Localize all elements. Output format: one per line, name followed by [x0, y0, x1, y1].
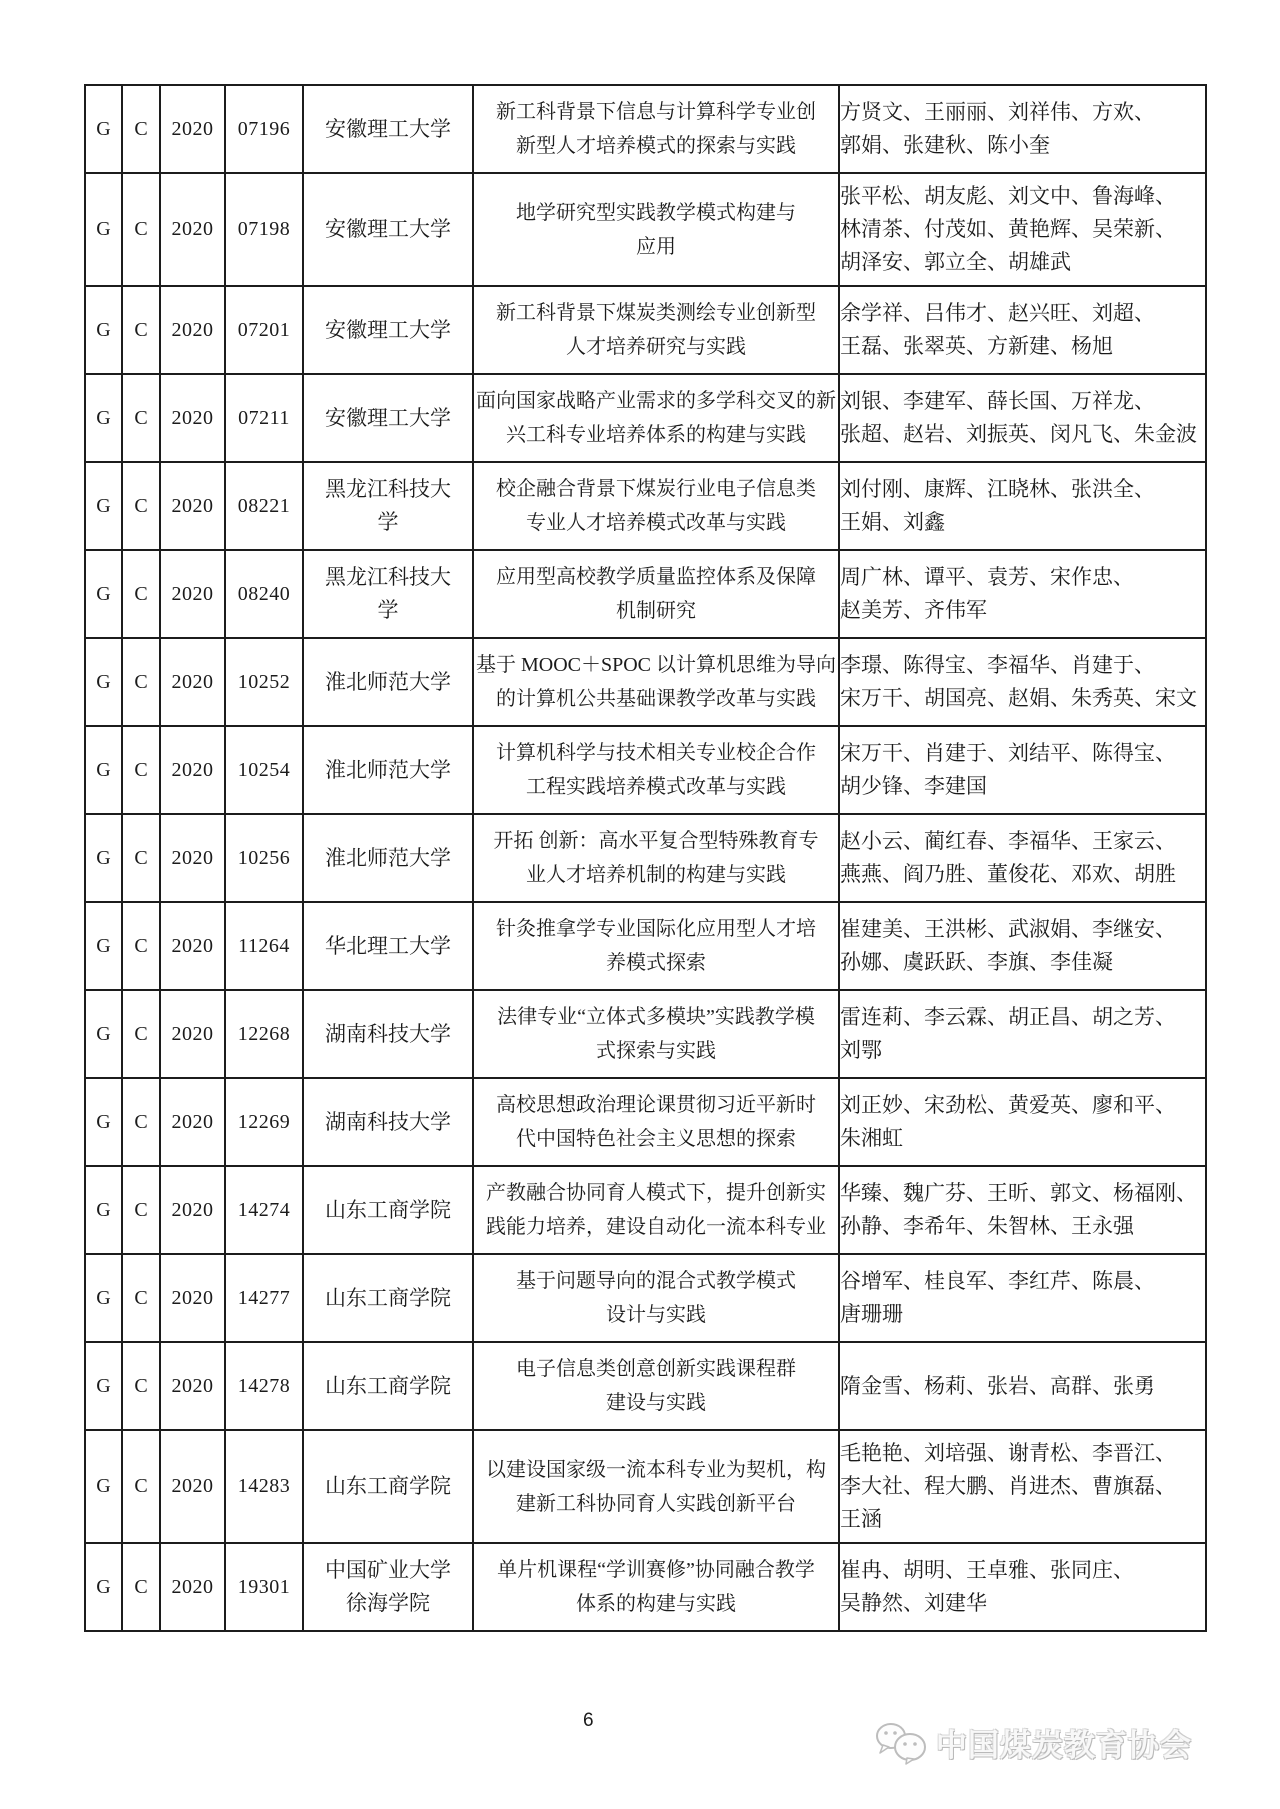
cell-project-code: 11264 — [225, 902, 303, 990]
table-row — [85, 726, 1206, 814]
table-row — [85, 550, 1206, 638]
cell-type: C — [122, 173, 160, 286]
cell-year: 2020 — [160, 1543, 225, 1631]
cell-project-title: 电子信息类创意创新实践课程群 建设与实践 — [473, 1342, 839, 1430]
cell-project-title: 基于 MOOC＋SPOC 以计算机思维为导向 的计算机公共基础课教学改革与实践 — [473, 638, 839, 726]
cell-year: 2020 — [160, 550, 225, 638]
cell-type: C — [122, 85, 160, 173]
cell-year: 2020 — [160, 1342, 225, 1430]
table-row — [85, 638, 1206, 726]
cell-university: 黑龙江科技大 学 — [303, 550, 473, 638]
cell-university: 华北理工大学 — [303, 902, 473, 990]
cell-member-names: 方贤文、​王丽丽、​刘祥伟、​方欢、​郭娟、​张建秋、​陈小奎 — [839, 85, 1206, 173]
cell-project-title: 计算机科学与技术相关专业校企合作 工程实践培养模式改革与实践 — [473, 726, 839, 814]
cell-type: C — [122, 726, 160, 814]
cell-level: G — [85, 374, 122, 462]
cell-level: G — [85, 1166, 122, 1254]
cell-member-names: 隋金雪、​杨莉、​张岩、​高群、​张勇 — [839, 1342, 1206, 1430]
cell-year: 2020 — [160, 374, 225, 462]
cell-level: G — [85, 1078, 122, 1166]
cell-project-title: 基于问题导向的混合式教学模式 设计与实践 — [473, 1254, 839, 1342]
table-row — [85, 902, 1206, 990]
cell-year: 2020 — [160, 726, 225, 814]
cell-member-names: 李璟、​陈得宝、​李福华、​肖建于、​宋万干、​胡国亮、​赵娟、​朱秀英、​宋文 — [839, 638, 1206, 726]
cell-university: 中国矿业大学 徐海学院 — [303, 1543, 473, 1631]
cell-level: G — [85, 550, 122, 638]
cell-year: 2020 — [160, 462, 225, 550]
cell-type: C — [122, 374, 160, 462]
cell-project-code: 07196 — [225, 85, 303, 173]
cell-level: G — [85, 1543, 122, 1631]
cell-project-title: 校企融合背景下煤炭行业电子信息类 专业人才培养模式改革与实践 — [473, 462, 839, 550]
cell-project-title: 应用型高校教学质量监控体系及保障 机制研究 — [473, 550, 839, 638]
cell-project-code: 14277 — [225, 1254, 303, 1342]
cell-university: 黑龙江科技大 学 — [303, 462, 473, 550]
cell-type: C — [122, 638, 160, 726]
table-row — [85, 85, 1206, 173]
table-row — [85, 814, 1206, 902]
cell-project-title: 新工科背景下信息与计算科学专业创 新型人才培养模式的探索与实践 — [473, 85, 839, 173]
cell-member-names: 余学祥、​吕伟才、​赵兴旺、​刘超、​王磊、​张翠英、​方新建、​杨旭 — [839, 286, 1206, 374]
cell-type: C — [122, 1166, 160, 1254]
cell-project-code: 14274 — [225, 1166, 303, 1254]
cell-member-names: 毛艳艳、​刘培强、​谢青松、​李晋江、​李大社、​程大鹏、​肖进杰、​曹旗磊、​王涵 — [839, 1430, 1206, 1543]
cell-level: G — [85, 462, 122, 550]
cell-university: 安徽理工大学 — [303, 85, 473, 173]
cell-type: C — [122, 1254, 160, 1342]
cell-university: 山东工商学院 — [303, 1342, 473, 1430]
cell-project-code: 19301 — [225, 1543, 303, 1631]
table-row — [85, 374, 1206, 462]
cell-year: 2020 — [160, 814, 225, 902]
cell-year: 2020 — [160, 1078, 225, 1166]
cell-member-names: 周广林、​谭平、​袁芳、​宋作忠、​赵美芳、​齐伟军 — [839, 550, 1206, 638]
cell-level: G — [85, 902, 122, 990]
cell-project-title: 开拓 创新：高水平复合型特殊教育专 业人才培养机制的构建与实践 — [473, 814, 839, 902]
cell-university: 山东工商学院 — [303, 1430, 473, 1543]
cell-member-names: 赵小云、​蔺红春、​李福华、​王家云、​燕燕、​阎乃胜、​董俊花、​邓欢、​胡胜 — [839, 814, 1206, 902]
cell-university: 湖南科技大学 — [303, 1078, 473, 1166]
cell-project-code: 14278 — [225, 1342, 303, 1430]
watermark — [874, 1720, 1192, 1765]
cell-level: G — [85, 1254, 122, 1342]
cell-project-title: 针灸推拿学专业国际化应用型人才培 养模式探索 — [473, 902, 839, 990]
cell-member-names: 崔冉、​胡明、​王卓雅、​张同庄、​吴静然、​刘建华 — [839, 1543, 1206, 1631]
watermark-text: 中国煤炭教育协会 — [936, 1728, 1192, 1763]
table-row — [85, 1430, 1206, 1543]
cell-member-names: 刘银、​李建军、​薛长国、​万祥龙、​张超、​赵岩、​刘振英、​闵凡飞、​朱金波 — [839, 374, 1206, 462]
table-body — [85, 85, 1206, 1631]
cell-project-code: 07201 — [225, 286, 303, 374]
cell-university: 山东工商学院 — [303, 1166, 473, 1254]
cell-level: G — [85, 286, 122, 374]
table-row — [85, 1543, 1206, 1631]
cell-project-title: 单片机课程“学训赛修”协同融合教学 体系的构建与实践 — [473, 1543, 839, 1631]
cell-type: C — [122, 286, 160, 374]
cell-type: C — [122, 1078, 160, 1166]
cell-type: C — [122, 990, 160, 1078]
page-number: 6 — [583, 1710, 594, 1731]
cell-project-code: 08240 — [225, 550, 303, 638]
cell-type: C — [122, 902, 160, 990]
cell-university: 淮北师范大学 — [303, 726, 473, 814]
projects-table — [84, 84, 1207, 1632]
cell-project-code: 08221 — [225, 462, 303, 550]
table-row — [85, 1342, 1206, 1430]
cell-year: 2020 — [160, 1254, 225, 1342]
cell-level: G — [85, 726, 122, 814]
cell-member-names: 刘付刚、​康辉、​江晓林、​张洪全、​王娟、​刘鑫 — [839, 462, 1206, 550]
cell-project-code: 10252 — [225, 638, 303, 726]
table-row — [85, 173, 1206, 286]
cell-year: 2020 — [160, 990, 225, 1078]
cell-project-code: 12269 — [225, 1078, 303, 1166]
cell-year: 2020 — [160, 85, 225, 173]
cell-level: G — [85, 990, 122, 1078]
cell-year: 2020 — [160, 173, 225, 286]
cell-year: 2020 — [160, 1166, 225, 1254]
cell-type: C — [122, 550, 160, 638]
cell-level: G — [85, 1430, 122, 1543]
cell-year: 2020 — [160, 1430, 225, 1543]
table-row — [85, 1078, 1206, 1166]
cell-university: 湖南科技大学 — [303, 990, 473, 1078]
cell-level: G — [85, 1342, 122, 1430]
cell-level: G — [85, 85, 122, 173]
cell-type: C — [122, 1342, 160, 1430]
cell-project-code: 14283 — [225, 1430, 303, 1543]
cell-university: 安徽理工大学 — [303, 286, 473, 374]
cell-university: 淮北师范大学 — [303, 638, 473, 726]
cell-project-code: 07211 — [225, 374, 303, 462]
cell-project-code: 12268 — [225, 990, 303, 1078]
table-row — [85, 462, 1206, 550]
table-row — [85, 1254, 1206, 1342]
cell-project-code: 07198 — [225, 173, 303, 286]
table-row — [85, 286, 1206, 374]
cell-project-title: 产教融合协同育人模式下，提升创新实 践能力培养，建设自动化一流本科专业 — [473, 1166, 839, 1254]
cell-project-title: 面向国家战略产业需求的多学科交叉的新 兴工科专业培养体系的构建与实践 — [473, 374, 839, 462]
cell-level: G — [85, 638, 122, 726]
cell-year: 2020 — [160, 902, 225, 990]
cell-member-names: 雷连莉、​李云霖、​胡正昌、​胡之芳、​刘鄂 — [839, 990, 1206, 1078]
cell-year: 2020 — [160, 638, 225, 726]
cell-member-names: 崔建美、​王洪彬、​武淑娟、​李继安、​孙娜、​虞跃跃、​李旗、​李佳凝 — [839, 902, 1206, 990]
cell-project-code: 10256 — [225, 814, 303, 902]
cell-level: G — [85, 814, 122, 902]
cell-university: 淮北师范大学 — [303, 814, 473, 902]
wechat-bubbles-icon — [874, 1721, 928, 1765]
cell-type: C — [122, 1543, 160, 1631]
cell-year: 2020 — [160, 286, 225, 374]
cell-project-title: 高校思想政治理论课贯彻习近平新时 代中国特色社会主义思想的探索 — [473, 1078, 839, 1166]
cell-project-title: 以建设国家级一流本科专业为契机，构 建新工科协同育人实践创新平台 — [473, 1430, 839, 1543]
cell-project-code: 10254 — [225, 726, 303, 814]
cell-type: C — [122, 462, 160, 550]
cell-type: C — [122, 814, 160, 902]
cell-project-title: 新工科背景下煤炭类测绘专业创新型 人才培养研究与实践 — [473, 286, 839, 374]
cell-level: G — [85, 173, 122, 286]
cell-project-title: 法律专业“立体式多模块”实践教学模 式探索与实践 — [473, 990, 839, 1078]
cell-member-names: 张平松、​胡友彪、​刘文中、​鲁海峰、​林清茶、​付茂如、​黄艳辉、​吴荣新、​胡泽安、​郭立全、​胡雄武 — [839, 173, 1206, 286]
cell-type: C — [122, 1430, 160, 1543]
cell-university: 安徽理工大学 — [303, 374, 473, 462]
cell-member-names: 谷增军、​桂良军、​李红芹、​陈晨、​唐珊珊 — [839, 1254, 1206, 1342]
table-row — [85, 1166, 1206, 1254]
table-row — [85, 990, 1206, 1078]
cell-member-names: 宋万干、​肖建于、​刘结平、​陈得宝、​胡少锋、​李建国 — [839, 726, 1206, 814]
cell-university: 山东工商学院 — [303, 1254, 473, 1342]
cell-member-names: 刘正妙、​宋劲松、​黄爱英、​廖和平、​朱湘虹 — [839, 1078, 1206, 1166]
cell-member-names: 华臻、​魏广芬、​王昕、​郭文、​杨福刚、​孙静、​李希年、​朱智林、​王永强 — [839, 1166, 1206, 1254]
cell-university: 安徽理工大学 — [303, 173, 473, 286]
cell-project-title: 地学研究型实践教学模式构建与 应用 — [473, 173, 839, 286]
